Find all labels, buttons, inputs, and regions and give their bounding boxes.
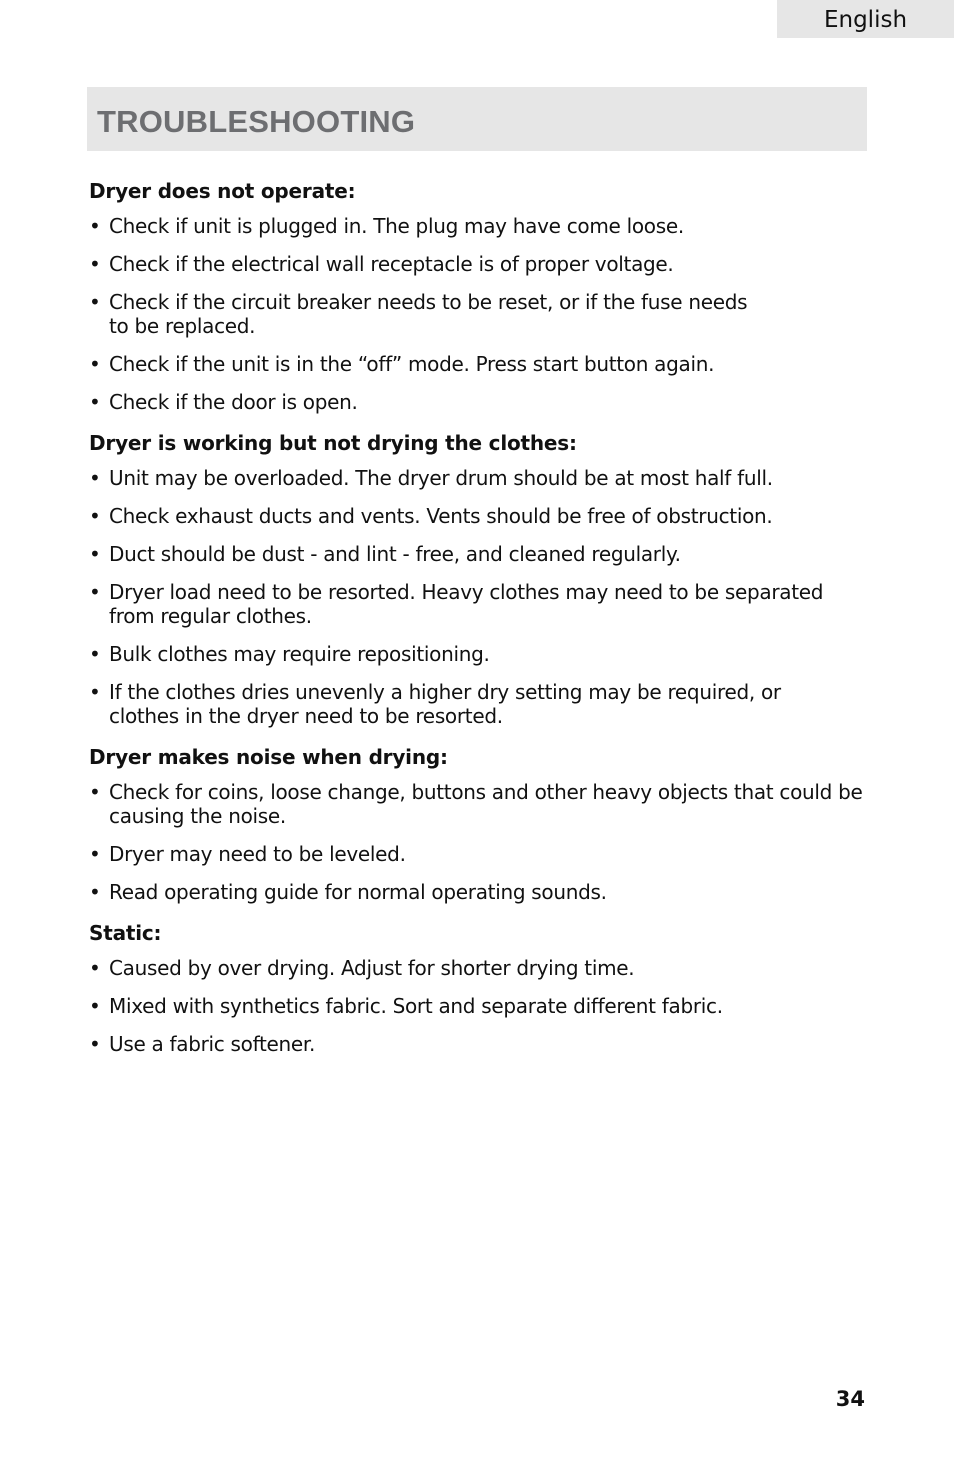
bullet: • [89,642,101,666]
language-tab: English [777,0,954,38]
list-item [89,642,859,666]
bullet: • [89,466,101,490]
list-item-text: Unit may be overloaded. The dryer drum should be at most half full. [109,466,773,490]
bullet: • [89,352,101,376]
list-item-text: Check if the electrical wall receptacle is of proper voltage. [109,252,674,276]
list-item-text: Use a fabric softener. [109,1032,316,1056]
bullet: • [89,580,101,604]
section-dryer-does-not-operate [89,176,859,414]
list-item-text: Read operating guide for normal operating sounds. [109,880,607,904]
bullet: • [89,214,101,238]
list-item [89,252,859,276]
bullet: • [89,680,101,704]
list-item [89,780,869,828]
list-item-text: Duct should be dust - and lint - free, and cleaned regularly. [109,542,681,566]
list-item [89,956,859,980]
list-item [89,352,859,376]
list-item [89,390,859,414]
title-bar [87,87,867,151]
section-heading: Static: [89,921,162,945]
list-item [89,580,829,628]
list-item-text: Dryer may need to be leveled. [109,842,406,866]
list-item-text: If the clothes dries unevenly a higher dry setting may be required, or clothes in the dryer need to be resorted. [109,680,781,728]
list-item-text: Dryer load need to be resorted. Heavy clothes may need to be separated from regular clothes. [109,580,824,628]
section-makes-noise [89,742,863,904]
bullet: • [89,956,101,980]
bullet: • [89,290,101,314]
troubleshooting-content [89,176,863,1070]
list-item [89,880,859,904]
list-item [89,842,859,866]
list-item [89,504,859,528]
list-item [89,542,859,566]
list-item-text: Caused by over drying. Adjust for shorter drying time. [109,956,635,980]
list-item-text: Check if the unit is in the “off” mode. Press start button again. [109,352,715,376]
bullet: • [89,542,101,566]
list-item-text: Check for coins, loose change, buttons and other heavy objects that could be causing the noise. [109,780,863,828]
section-heading: Dryer makes noise when drying: [89,745,448,769]
list-item [89,1032,859,1056]
list-item-text: Check exhaust ducts and vents. Vents should be free of obstruction. [109,504,773,528]
bullet: • [89,780,101,804]
bullet: • [89,504,101,528]
section-static [89,918,859,1056]
list-item-text: Mixed with synthetics fabric. Sort and separate different fabric. [109,994,723,1018]
list-item [89,290,769,338]
bullet: • [89,1032,101,1056]
list-item-text: Bulk clothes may require repositioning. [109,642,490,666]
list-item-text: Check if the circuit breaker needs to be reset, or if the fuse needs to be replaced. [109,290,748,338]
section-heading: Dryer does not operate: [89,179,356,203]
bullet: • [89,994,101,1018]
bullet: • [89,390,101,414]
list-item [89,466,859,490]
page-number: 34 [835,1387,865,1411]
bullet: • [89,880,101,904]
list-item-text: Check if the door is open. [109,390,358,414]
list-item-text: Check if unit is plugged in. The plug may have come loose. [109,214,684,238]
section-heading: Dryer is working but not drying the clothes: [89,431,577,455]
page-title: TROUBLESHOOTING [97,104,416,139]
bullet: • [89,842,101,866]
section-not-drying [89,428,859,728]
bullet: • [89,252,101,276]
list-item [89,214,859,238]
list-item [89,994,859,1018]
list-item [89,680,854,728]
